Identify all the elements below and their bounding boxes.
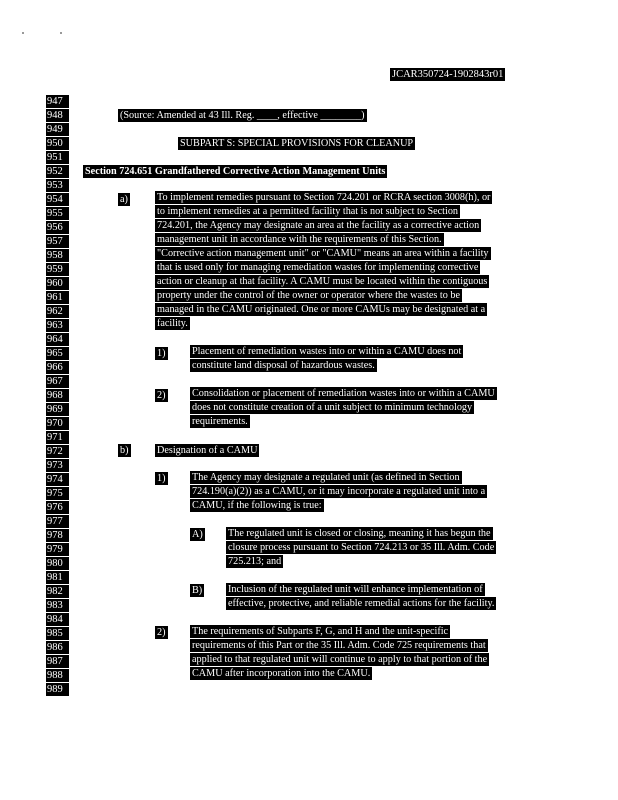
text-line: closure process pursuant to Section 724.213 or 35 Ill. Adm. Code [228,542,495,553]
line-number: 950 [46,137,69,150]
text-line: that is used only for managing remediation wastes for implementing corrective [157,262,479,273]
line-number: 953 [46,179,69,192]
line-number: 969 [46,403,69,416]
text-line: to implement remedies at a permitted facility that is not subject to Section [157,206,459,217]
text-line: management unit in accordance with the requirements of this Section. [157,234,442,245]
line-number: 956 [46,221,69,234]
line-number: 954 [46,193,69,206]
line-number: 955 [46,207,69,220]
text-line: The requirements of Subparts F, G, and H and the unit-specific [192,626,449,637]
line-number: 985 [46,627,69,640]
line-number: 958 [46,249,69,262]
line-number: 971 [46,431,69,444]
text-line: Consolidation or placement of remediation wastes into or within a CAMU [192,388,495,399]
line-number: 948 [46,109,69,122]
line-number: 975 [46,487,69,500]
line-number: 949 [46,123,69,136]
text-line: CAMU, if the following is true: [192,500,322,511]
line-number: 963 [46,319,69,332]
text-line: constitute land disposal of hazardous wastes. [192,360,375,371]
line-number: 970 [46,417,69,430]
line-number: 989 [46,683,69,696]
line-number: 960 [46,277,69,290]
text-line: action or cleanup at that facility. A CAMU must be located within the contiguous [157,276,488,287]
line-number: 977 [46,515,69,528]
line-number: 984 [46,613,69,626]
text-line: does not constitute creation of a unit subject to minimum technology [192,402,473,413]
line-number: 988 [46,669,69,682]
text-line: 724.201, the Agency may designate an area at the facility as a corrective action [157,220,480,231]
item-a2-label: 2) [157,390,166,401]
scan-speck [60,32,62,34]
item-a1-label: 1) [157,348,166,359]
line-number: 957 [46,235,69,248]
line-number: 967 [46,375,69,388]
line-number: 964 [46,333,69,346]
subitem-b-label: B) [192,585,203,596]
line-number: 951 [46,151,69,164]
line-number: 973 [46,459,69,472]
line-number: 980 [46,557,69,570]
item-b2-label: 2) [157,627,166,638]
source-note: (Source: Amended at 43 Ill. Reg. ____, effective ________) [120,110,365,121]
line-number: 962 [46,305,69,318]
text-line: CAMU after incorporation into the CAMU. [192,668,371,679]
line-number: 981 [46,571,69,584]
para-b-label: b) [120,445,129,456]
line-number: 947 [46,95,69,108]
para-b-heading: Designation of a CAMU [157,445,258,456]
line-number: 968 [46,389,69,402]
text-line: property under the control of the owner or operator where the wastes to be [157,290,460,301]
text-line: 724.190(a)(2)) as a CAMU, or it may incorporate a regulated unit into a [192,486,486,497]
text-line: requirements. [192,416,248,427]
line-number: 974 [46,473,69,486]
line-number: 961 [46,291,69,304]
text-line: Inclusion of the regulated unit will enhance implementation of [228,584,483,595]
line-number: 983 [46,599,69,612]
subitem-a-label: A) [192,529,203,540]
line-number: 965 [46,347,69,360]
text-line: Placement of remediation wastes into or within a CAMU does not [192,346,462,357]
text-line: managed in the CAMU originated. One or more CAMUs may be designated at a [157,304,486,315]
document-id: JCAR350724-1902843r01 [392,69,504,80]
scan-speck [22,32,24,34]
text-line: "Corrective action management unit" or "CAMU" means an area within a facility [157,248,489,259]
line-number: 959 [46,263,69,276]
text-line: To implement remedies pursuant to Section 724.201 or RCRA section 3008(h), or [157,192,491,203]
para-a-label: a) [120,194,128,205]
subpart-title: SUBPART S: SPECIAL PROVISIONS FOR CLEANUP [180,138,414,149]
line-number: 979 [46,543,69,556]
text-line: The regulated unit is closed or closing, meaning it has begun the [228,528,491,539]
line-number: 986 [46,641,69,654]
line-number: 976 [46,501,69,514]
text-line: applied to that regulated unit will continue to apply to that portion of the [192,654,488,665]
line-number: 987 [46,655,69,668]
line-number: 978 [46,529,69,542]
line-number: 966 [46,361,69,374]
text-line: 725.213; and [228,556,282,567]
text-line: facility. [157,318,188,329]
section-title: Section 724.651 Grandfathered Corrective Action Management Units [85,166,386,177]
text-line: requirements of this Part or the 35 Ill. Adm. Code 725 requirements that [192,640,486,651]
line-number: 982 [46,585,69,598]
text-line: The Agency may designate a regulated unit (as defined in Section [192,472,460,483]
line-number: 952 [46,165,69,178]
text-line: effective, protective, and reliable remedial actions for the facility. [228,598,495,609]
item-b1-label: 1) [157,473,166,484]
line-number: 972 [46,445,69,458]
